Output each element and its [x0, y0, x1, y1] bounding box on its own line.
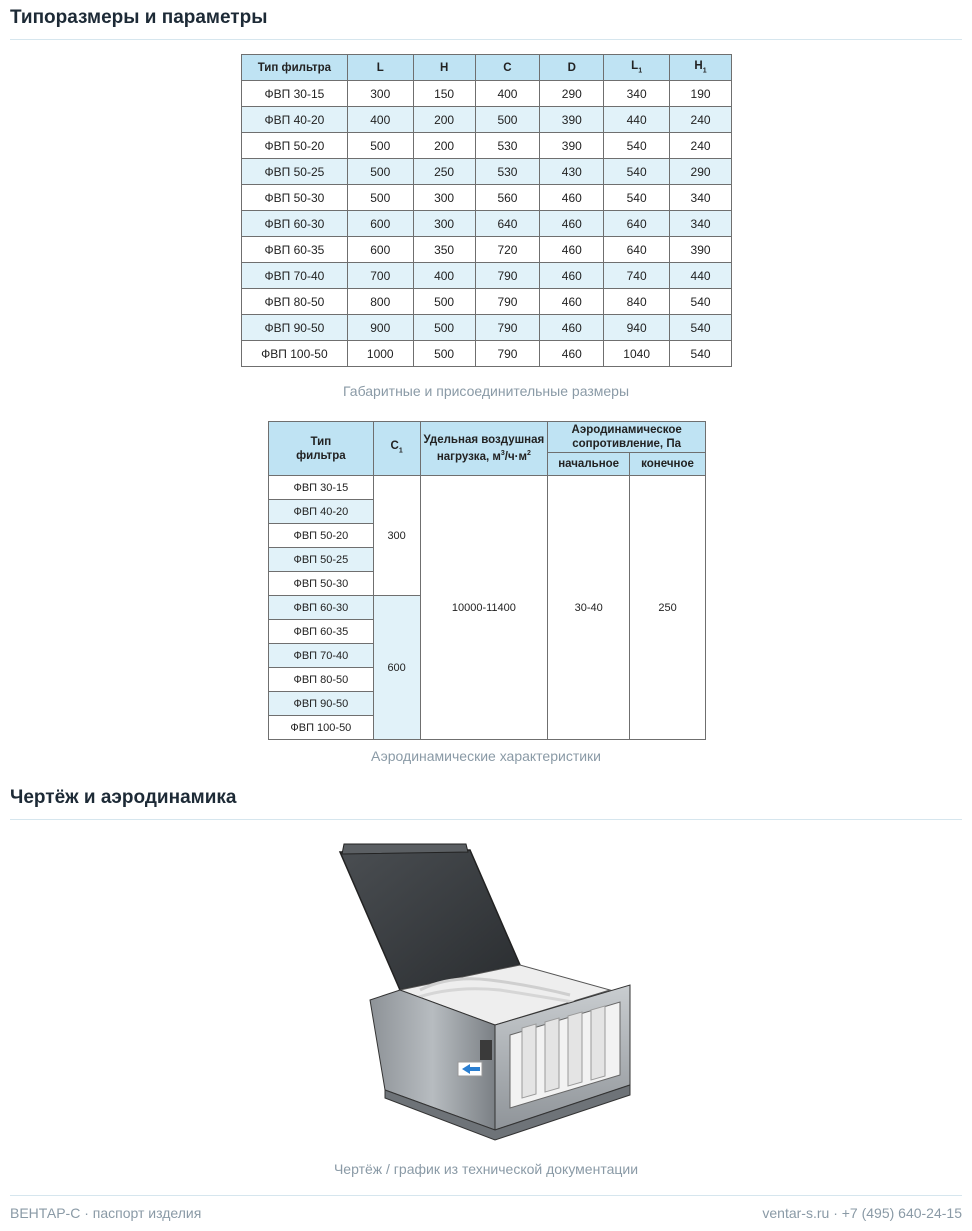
value-cell: 540: [670, 315, 732, 341]
type-cell: ФВП 40-20: [269, 500, 374, 524]
value-cell: 500: [347, 133, 413, 159]
value-cell: 540: [604, 185, 670, 211]
value-cell: 600: [347, 237, 413, 263]
value-cell: 720: [475, 237, 540, 263]
value-cell: 190: [670, 81, 732, 107]
value-cell: 390: [540, 107, 604, 133]
value-cell: 240: [670, 107, 732, 133]
table-row: [242, 315, 732, 341]
table-row: [242, 237, 732, 263]
value-cell: 460: [540, 185, 604, 211]
type-cell: ФВП 70-40: [269, 644, 374, 668]
col-header-h: H: [413, 55, 475, 81]
value-cell: 460: [540, 289, 604, 315]
value-cell: 1040: [604, 341, 670, 367]
col-header-resistance: Аэродинамическое сопротивление, Па: [548, 422, 706, 453]
final-resistance-cell: 250: [630, 476, 706, 740]
col-header-l1: $L_1$: [604, 55, 670, 81]
filter-type-cell: ФВП 70-40: [242, 263, 348, 289]
value-cell: 840: [604, 289, 670, 315]
value-cell: 460: [540, 211, 604, 237]
value-cell: 640: [475, 211, 540, 237]
value-cell: 440: [604, 107, 670, 133]
value-cell: 200: [413, 133, 475, 159]
table2-caption: Аэродинамические характеристики: [370, 748, 601, 764]
col-header-type: Тип фильтра: [242, 55, 348, 81]
filter-box-photo: [330, 840, 640, 1145]
type-cell: ФВП 50-20: [269, 524, 374, 548]
value-cell: 290: [670, 159, 732, 185]
col-header-air-load: Удельная воздушная нагрузка, $м^3/ч\cdot м^2$: [420, 422, 548, 476]
footer-right-text: ventar-s.ru · +7 (495) 640-24-15: [762, 1205, 962, 1221]
table-row: [242, 81, 732, 107]
table-row: [242, 341, 732, 367]
value-cell: 900: [347, 315, 413, 341]
value-cell: 740: [604, 263, 670, 289]
value-cell: 600: [347, 211, 413, 237]
value-cell: 390: [670, 237, 732, 263]
col-header-d: D: [540, 55, 604, 81]
value-cell: 400: [413, 263, 475, 289]
value-cell: 500: [475, 107, 540, 133]
aerodynamics-table: [268, 421, 706, 740]
value-cell: 800: [347, 289, 413, 315]
value-cell: 250: [413, 159, 475, 185]
value-cell: 790: [475, 315, 540, 341]
value-cell: 540: [604, 159, 670, 185]
filter-type-cell: ФВП 90-50: [242, 315, 348, 341]
value-cell: 300: [347, 81, 413, 107]
value-cell: 240: [670, 133, 732, 159]
col-header-filter-type: Тип фильтра: [269, 422, 374, 476]
type-cell: ФВП 80-50: [269, 668, 374, 692]
filter-type-cell: ФВП 60-30: [242, 211, 348, 237]
footer-divider: [10, 1195, 962, 1196]
value-cell: 540: [670, 289, 732, 315]
filter-type-cell: ФВП 50-20: [242, 133, 348, 159]
table-row: [242, 263, 732, 289]
col-header-final: конечное: [630, 453, 706, 476]
footer-left-text: ВЕНТАР-С · паспорт изделия: [10, 1205, 202, 1221]
table-row: [242, 133, 732, 159]
filter-type-cell: ФВП 50-25: [242, 159, 348, 185]
section-title-drawing: Чертёж и аэродинамика: [10, 787, 237, 808]
filter-type-cell: ФВП 100-50: [242, 341, 348, 367]
value-cell: 400: [347, 107, 413, 133]
type-cell: ФВП 30-15: [269, 476, 374, 500]
value-cell: 350: [413, 237, 475, 263]
filter-type-cell: ФВП 50-30: [242, 185, 348, 211]
type-cell: ФВП 50-30: [269, 572, 374, 596]
value-cell: 640: [604, 211, 670, 237]
value-cell: 540: [604, 133, 670, 159]
value-cell: 340: [604, 81, 670, 107]
type-cell: ФВП 50-25: [269, 548, 374, 572]
value-cell: 440: [670, 263, 732, 289]
value-cell: 500: [347, 159, 413, 185]
col-header-c1: $C_1$: [373, 422, 420, 476]
value-cell: 460: [540, 237, 604, 263]
value-cell: 500: [413, 315, 475, 341]
table-header-row: [242, 55, 732, 81]
value-cell: 500: [413, 341, 475, 367]
value-cell: 790: [475, 341, 540, 367]
col-header-c: C: [475, 55, 540, 81]
value-cell: 300: [413, 211, 475, 237]
section-title-params: Типоразмеры и параметры: [10, 7, 268, 28]
value-cell: 530: [475, 133, 540, 159]
value-cell: 430: [540, 159, 604, 185]
table-row: [242, 107, 732, 133]
air-load-cell: 10000-11400: [420, 476, 548, 740]
table-row: [242, 159, 732, 185]
value-cell: 530: [475, 159, 540, 185]
value-cell: 500: [413, 289, 475, 315]
type-cell: ФВП 90-50: [269, 692, 374, 716]
value-cell: 400: [475, 81, 540, 107]
section-divider: [10, 819, 962, 820]
c1-cell: 300: [373, 476, 420, 596]
value-cell: 200: [413, 107, 475, 133]
col-header-initial: начальное: [548, 453, 630, 476]
value-cell: 1000: [347, 341, 413, 367]
filter-type-cell: ФВП 80-50: [242, 289, 348, 315]
table1-caption: Габаритные и присоединительные размеры: [342, 383, 629, 399]
filter-type-cell: ФВП 60-35: [242, 237, 348, 263]
col-header-l: L: [347, 55, 413, 81]
value-cell: 460: [540, 263, 604, 289]
filter-type-cell: ФВП 30-15: [242, 81, 348, 107]
table-row: [242, 185, 732, 211]
value-cell: 150: [413, 81, 475, 107]
type-cell: ФВП 60-35: [269, 620, 374, 644]
section-divider: [10, 39, 962, 40]
c1-cell: 600: [373, 596, 420, 740]
type-cell: ФВП 60-30: [269, 596, 374, 620]
figure-caption: Чертёж / график из технической документации: [333, 1161, 639, 1177]
value-cell: 540: [670, 341, 732, 367]
value-cell: 340: [670, 185, 732, 211]
type-cell: ФВП 100-50: [269, 716, 374, 740]
initial-resistance-cell: 30-40: [548, 476, 630, 740]
value-cell: 940: [604, 315, 670, 341]
col-header-h1: $H_1$: [670, 55, 732, 81]
filter-type-cell: ФВП 40-20: [242, 107, 348, 133]
value-cell: 790: [475, 263, 540, 289]
value-cell: 790: [475, 289, 540, 315]
value-cell: 500: [347, 185, 413, 211]
value-cell: 460: [540, 315, 604, 341]
value-cell: 290: [540, 81, 604, 107]
value-cell: 640: [604, 237, 670, 263]
table-row: [242, 289, 732, 315]
value-cell: 460: [540, 341, 604, 367]
value-cell: 700: [347, 263, 413, 289]
table-row: [242, 211, 732, 237]
value-cell: 300: [413, 185, 475, 211]
value-cell: 340: [670, 211, 732, 237]
dimensions-table: [241, 54, 732, 367]
value-cell: 560: [475, 185, 540, 211]
value-cell: 390: [540, 133, 604, 159]
